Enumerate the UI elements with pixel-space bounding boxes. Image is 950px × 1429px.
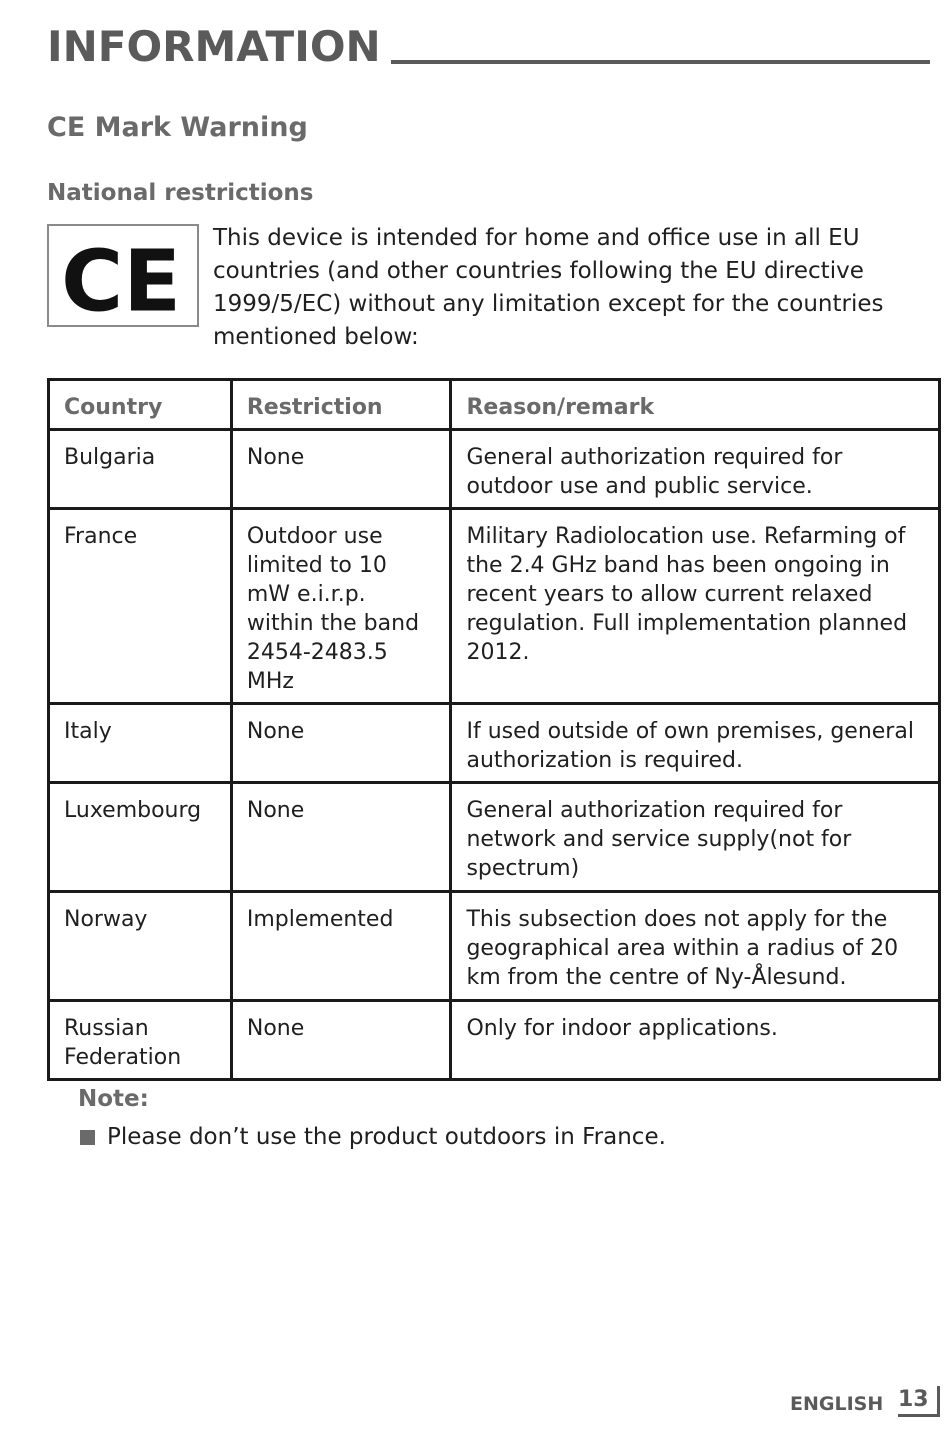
country-cell: Luxembourg bbox=[49, 783, 232, 892]
ce-mark-icon bbox=[49, 226, 197, 325]
restriction-cell: Implemented bbox=[231, 892, 451, 1001]
table-row bbox=[49, 1001, 940, 1080]
restriction-cell: Outdoor use limited to 10 mW e.i.r.p. within the band 2454-2483.5 MHz bbox=[231, 509, 451, 704]
remark-cell: If used outside of own premises, general authorization is required. bbox=[451, 704, 940, 783]
table-header-row bbox=[49, 380, 940, 430]
remark-cell: Only for indoor applications. bbox=[451, 1001, 940, 1080]
page-number: 13 bbox=[898, 1386, 940, 1417]
table-row bbox=[49, 783, 940, 892]
column-header-remark: Reason/remark bbox=[451, 380, 940, 430]
table-row bbox=[49, 430, 940, 509]
table-row bbox=[49, 704, 940, 783]
country-cell: Italy bbox=[49, 704, 232, 783]
header-rule bbox=[391, 60, 930, 64]
table-row bbox=[49, 892, 940, 1001]
note-label: Note: bbox=[78, 1086, 149, 1112]
restriction-cell: None bbox=[231, 1001, 451, 1080]
page-title: INFORMATION bbox=[47, 22, 381, 71]
footer-language: ENGLISH bbox=[790, 1393, 884, 1415]
intro-paragraph: This device is intended for home and office use in all EU countries (and other countries following the EU directive 1999/5/EC) without any limitation except for the countries mentioned below: bbox=[213, 225, 884, 350]
ce-mark-logo bbox=[47, 224, 199, 327]
restriction-cell: None bbox=[231, 430, 451, 509]
column-header-country: Country bbox=[49, 380, 232, 430]
square-bullet-icon bbox=[80, 1130, 95, 1145]
remark-cell: Military Radiolocation use. Refarming of the 2.4 GHz band has been ongoing in recent years to allow current relaxed regulation. Full implementation planned 2012. bbox=[451, 509, 940, 704]
remark-cell: General authorization required for network and service supply(not for spectrum) bbox=[451, 783, 940, 892]
restriction-cell: None bbox=[231, 783, 451, 892]
svg-text:CE: CE bbox=[61, 231, 182, 325]
country-cell: France bbox=[49, 509, 232, 704]
column-header-restriction: Restriction bbox=[231, 380, 451, 430]
note-item bbox=[80, 1124, 666, 1150]
restrictions-table bbox=[47, 378, 941, 1081]
remark-cell: This subsection does not apply for the geographical area within a radius of 20 km from the centre of Ny-Ålesund. bbox=[451, 892, 940, 1001]
country-cell: Norway bbox=[49, 892, 232, 1001]
country-cell: Bulgaria bbox=[49, 430, 232, 509]
table-row bbox=[49, 509, 940, 704]
page-header bbox=[47, 18, 930, 78]
subsection-title: National restrictions bbox=[47, 180, 314, 206]
country-cell: Russian Federation bbox=[49, 1001, 232, 1080]
remark-cell: General authorization required for outdoor use and public service. bbox=[451, 430, 940, 509]
restriction-cell: None bbox=[231, 704, 451, 783]
note-text: Please don’t use the product outdoors in France. bbox=[107, 1124, 666, 1150]
section-title: CE Mark Warning bbox=[47, 112, 308, 143]
